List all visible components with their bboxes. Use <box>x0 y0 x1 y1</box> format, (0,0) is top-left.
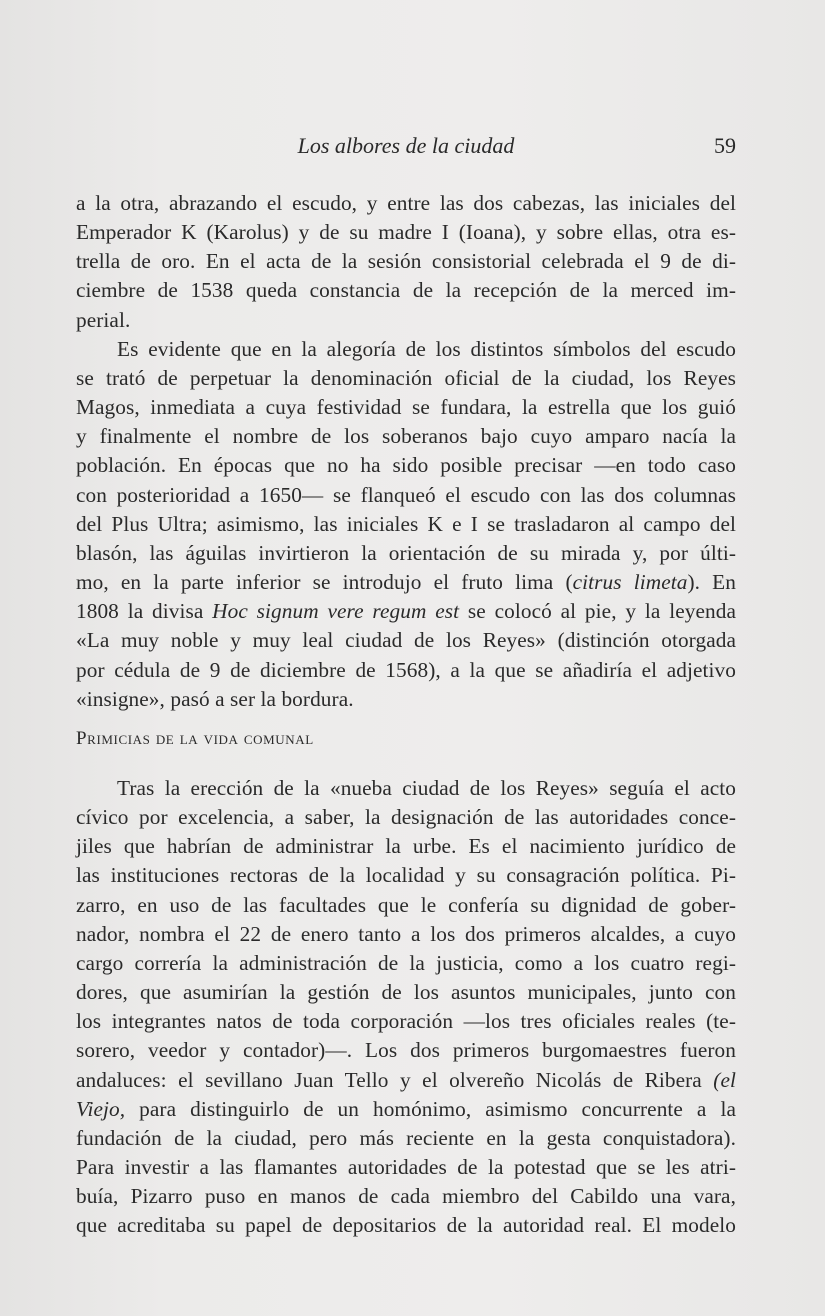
page-header <box>76 131 736 161</box>
text-line: Tras la erección de la «nueba ciudad de los Reyes» seguía el acto <box>117 776 736 800</box>
text-line: con posterioridad a 1650— se flanqueó el escudo con las dos columnas <box>76 482 736 507</box>
text-line: Magos, inmediata a cuya festividad se fundara, la estrella que los guió <box>76 395 736 420</box>
text-line: ciembre de 1538 queda constancia de la recepción de la merced im- <box>76 278 736 303</box>
text-line: los integrantes natos de toda corporación —los tres oficiales reales (te- <box>76 1009 736 1034</box>
text-fragment: mo, en la parte inferior se introdujo el fruto lima <box>76 570 566 595</box>
text-line: jiles que habrían de administrar la urbe. Es el nacimiento jurídico de <box>76 834 736 859</box>
text-fragment: se colocó al pie, y la leyenda <box>459 599 736 624</box>
text-line: se trató de perpetuar la denominación oficial de la ciudad, los Reyes <box>76 365 736 390</box>
text-line: blasón, las águilas invirtieron la orientación de su mirada y, por últi- <box>76 540 736 565</box>
text-line: dores, que asumirían la gestión de los asuntos municipales, junto con <box>76 980 736 1005</box>
text-fragment: ( <box>565 570 573 595</box>
text-line: buía, Pizarro puso en manos de cada miembro del Cabildo una vara, <box>76 1184 736 1209</box>
text-line: población. En épocas que no ha sido posible precisar —en todo caso <box>76 453 736 478</box>
text-line: zarro, en uso de las facultades que le confería su dignidad de gober- <box>76 892 736 917</box>
text-line: las instituciones rectoras de la localidad y su consagración política. Pi- <box>76 863 736 888</box>
text-line: Para investir a las flamantes autoridades de la potestad que se les atri- <box>76 1155 736 1180</box>
text-line: por cédula de 9 de diciembre de 1568), a la que se añadiría el adjetivo <box>76 657 736 682</box>
text-line: nador, nombra el 22 de enero tanto a los dos primeros alcaldes, a cuyo <box>76 921 736 946</box>
text-line: cívico por excelencia, a saber, la designación de las autoridades conce- <box>76 805 736 830</box>
text-fragment: 1808 la divisa <box>76 599 213 624</box>
text-line: trella de oro. En el acta de la sesión consistorial celebrada el 9 de di- <box>76 249 736 274</box>
running-title: Los albores de la ciudad <box>297 133 515 158</box>
text-line-motto <box>76 597 736 626</box>
text-line: a la otra, abrazando el escudo, y entre las dos cabezas, las iniciales del <box>76 191 736 215</box>
text-fragment: ). En <box>687 570 736 595</box>
italic-citrus-limeta: citrus limeta <box>572 570 688 595</box>
text-line: Emperador K (Karolus) y de su madre I (Ioana), y sobre ellas, otra es- <box>76 220 736 245</box>
paragraph-escudo <box>76 335 736 714</box>
text-line: «insigne», pasó a ser la bordura. <box>76 686 354 711</box>
text-fragment: para distinguirlo de un homónimo, asimismo concurrente a la <box>125 1096 736 1121</box>
italic-motto: Hoc signum vere regum est <box>212 599 460 624</box>
paragraph-continuation <box>76 189 736 335</box>
italic-el: (el <box>713 1067 736 1092</box>
text-line: fundación de la ciudad, pero más reciente en la gesta conquistadora). <box>76 1125 736 1150</box>
body-text-top <box>76 189 736 714</box>
page-number: 59 <box>714 133 736 158</box>
text-fragment: andaluces: el sevillano Juan Tello y el olvereño Nicolás de Ribera <box>76 1067 714 1092</box>
text-line: sorero, veedor y contador)—. Los dos primeros burgomaestres fueron <box>76 1038 736 1063</box>
body-text-bottom <box>76 774 736 1241</box>
section-heading: Primicias de la vida comunal <box>76 728 314 749</box>
text-line: y finalmente el nombre de los soberanos bajo cuyo amparo nacía la <box>76 424 736 449</box>
text-line-viejo <box>76 1095 736 1124</box>
text-line: Es evidente que en la alegoría de los distintos símbolos del escudo <box>117 336 736 361</box>
text-line: «La muy noble y muy leal ciudad de los Reyes» (distinción otorgada <box>76 628 736 653</box>
text-line: perial. <box>76 307 131 332</box>
text-line: que acreditaba su papel de depositarios de la autoridad real. El modelo <box>76 1213 736 1238</box>
text-line: del Plus Ultra; asimismo, las iniciales K e I se trasladaron al campo del <box>76 511 736 536</box>
text-line-ribera <box>76 1066 736 1095</box>
paragraph-cabildo <box>76 774 736 1241</box>
text-line-citrus <box>76 568 736 597</box>
text-line: cargo correría la administración de la justicia, como a los cuatro regi- <box>76 950 736 975</box>
italic-viejo: Viejo, <box>76 1096 126 1121</box>
